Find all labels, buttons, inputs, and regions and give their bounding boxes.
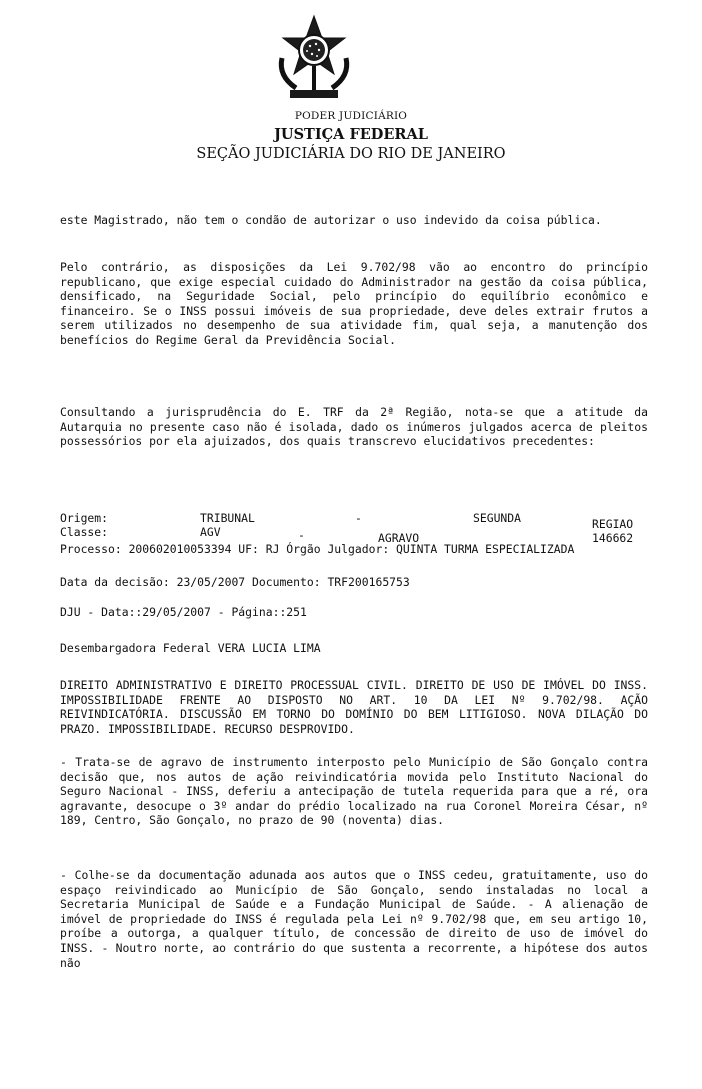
- classe-value-2: AGRAVO: [378, 531, 420, 545]
- classe-value-3: 146662: [592, 531, 634, 545]
- origem-dash: -: [355, 511, 362, 525]
- classe-dash: -: [298, 528, 305, 542]
- citation-processo: Processo: 200602010053394 UF: RJ Órgão Julgador: QUINTA TURMA ESPECIALIZADA: [60, 542, 575, 556]
- origem-value: TRIBUNAL: [200, 511, 255, 525]
- paragraph-3: Consultando a jurisprudência do E. TRF da 2ª Região, nota-se que a atitude da Autarquia no presente caso não é isolada, dado os inúmeros julgados acerca de pleitos possessórios por ela ajuizados, dos quais transcrevo elucidativos precedentes:: [60, 405, 655, 449]
- ementa-heading: DIREITO ADMINISTRATIVO E DIREITO PROCESSUAL CIVIL. DIREITO DE USO DE IMÓVEL DO INSS. IMPOSSIBILIDADE FRENTE AO DISPOSTO NO ART. 10 DA LEI Nº 9.702/98. AÇÃO REIVINDICATÓRIA. DISCUSSÃO EM TORNO DO DOMÍNIO DO BEM LITIGIOSO. NOVA DILAÇÃO DO PRAZO. IMPOSSIBILIDADE. RECURSO DESPROVIDO.: [60, 678, 655, 736]
- paragraph-1: este Magistrado, não tem o condão de autorizar o uso indevido da coisa pública.: [60, 213, 602, 227]
- citation-data-decisao: Data da decisão: 23/05/2007 Documento: TRF200165753: [60, 575, 410, 589]
- classe-value: AGV: [200, 525, 221, 539]
- paragraph-2: Pelo contrário, as disposições da Lei 9.702/98 vão ao encontro do princípio republicano, que exige especial cuidado do Administrador na gestão da coisa pública, densificado, na Seguridade Social, pelo princípio do equilíbrio econômico e financeiro. Se o INSS possui imóveis de sua propriedade, deve deles extrair frutos a serem utilizados no desempenho de sua atividade fim, qual seja, a manutenção dos benefícios do Regime Geral da Previdência Social.: [60, 260, 655, 347]
- origem-value-2: SEGUNDA: [473, 511, 522, 525]
- ementa-item-1: - Trata-se de agravo de instrumento interposto pelo Município de São Gonçalo contra decisão que, nos autos de ação reivindicatória movida pelo Instituto Nacional do Seguro Nacional - INSS, deferiu a antecipação de tutela requerida para que a ré, ora agravante, desocupe o 3º andar do prédio localizado na rua Coronel Moreira César, nº 189, Centro, São Gonçalo, no prazo de 90 (noventa) dias.: [60, 755, 655, 828]
- header-poder-judiciario: PODER JUDICIÁRIO: [294, 110, 408, 122]
- header-justica-federal: JUSTIÇA FEDERAL: [274, 126, 428, 143]
- ementa-item-2: - Colhe-se da documentação adunada aos autos que o INSS cedeu, gratuitamente, uso do espaço reivindicado ao Município de São Gonçalo, sendo instaladas no local a Secretaria Municipal de Saúde e a Fundação Municipal de Saúde. - A alienação de imóvel de propriedade do INSS é regulada pela Lei nº 9.702/98 que, em seu artigo 10, proíbe a outorga, a qualquer título, de concessão de direito de uso de imóvel do INSS. - Noutro norte, ao contrário do que sustenta a recorrente, a hipótese dos autos não: [60, 868, 655, 970]
- classe-label: Classe:: [60, 525, 109, 539]
- header-secao-judiciaria: SEÇÃO JUDICIÁRIA DO RIO DE JANEIRO: [196, 146, 506, 162]
- origem-value-3: REGIAO: [592, 517, 634, 531]
- citation-relator: Desembargadora Federal VERA LUCIA LIMA: [60, 641, 321, 655]
- origem-label: Origem:: [60, 511, 109, 525]
- brasao-republica-icon: [272, 14, 356, 104]
- citation-dju: DJU - Data::29/05/2007 - Página::251: [60, 605, 307, 619]
